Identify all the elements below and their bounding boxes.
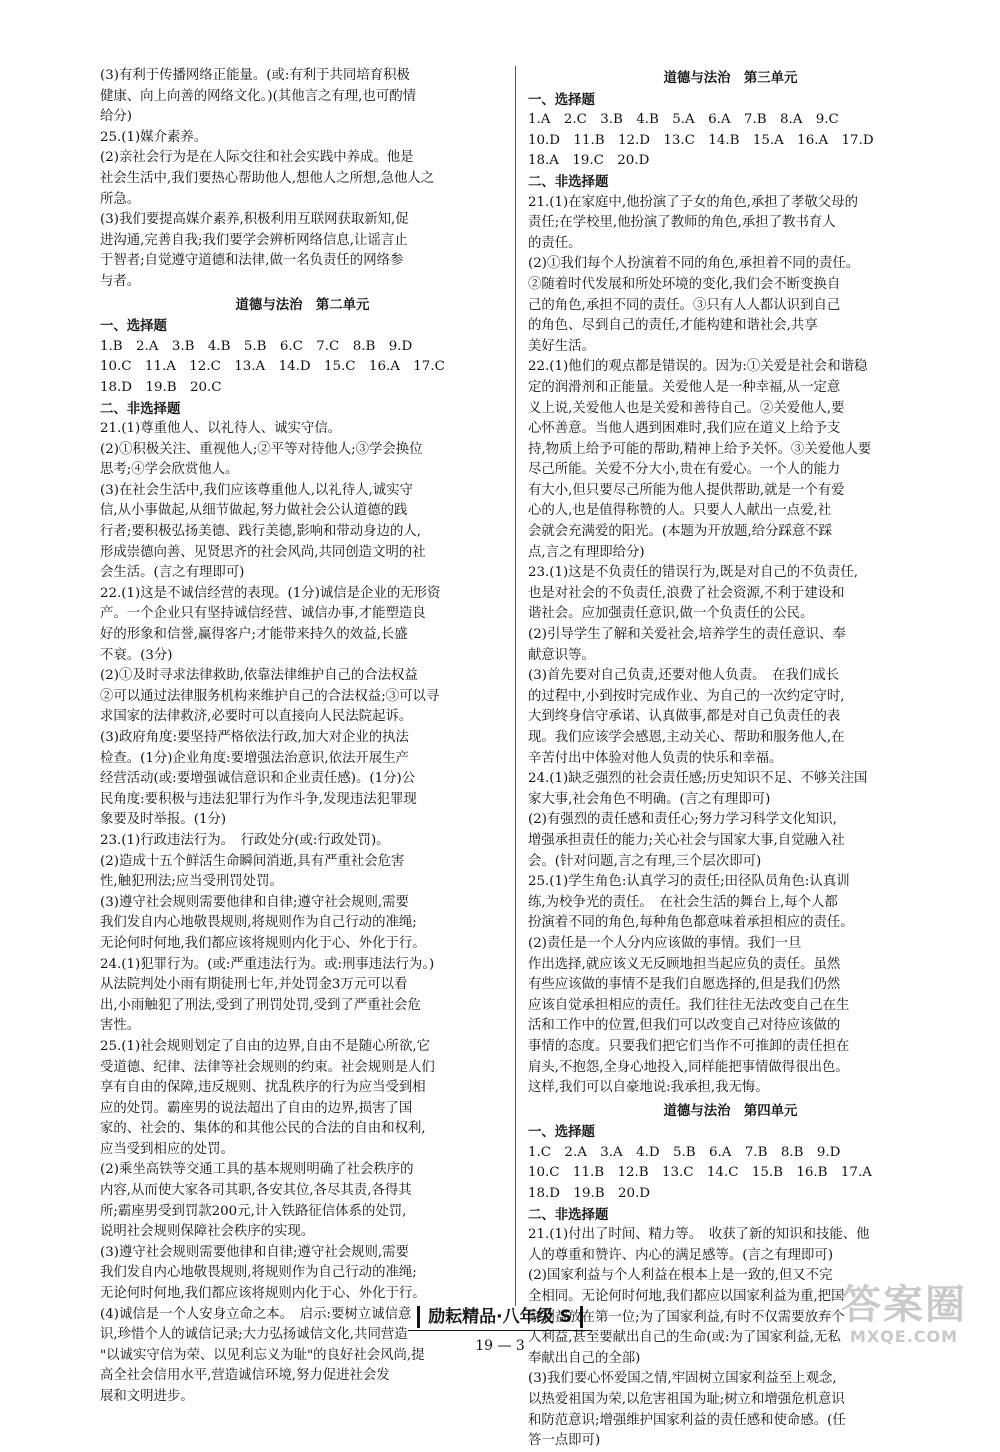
- answer-line: 会就会充满爱的阳光。(本题为开放题,给分踩意不踩: [528, 524, 833, 540]
- answer-line: 于智者;自觉遵守道德和法律,做一名负责任的网络参: [100, 253, 404, 269]
- answer-line: 应的处罚。霸座男的说法超出了自由的边界,损害了国: [100, 1100, 413, 1116]
- right-column: [528, 66, 933, 1452]
- choice-row: 18.A 19.C 20.D: [528, 153, 650, 169]
- answer-line: 21.(1)在家庭中,他扮演了子女的角色,承担了孝敬父母的: [528, 194, 858, 210]
- answer-line: 有些应该做的事情不是我们自愿选择的,但是我们仍然: [528, 977, 841, 993]
- answer-line: 练,为校争光的责任。 在社会生活的舞台上,每个人都: [528, 894, 838, 910]
- answer-line: 持,物质上给予可能的帮助,精神上给予关怀。③关爱他人要: [528, 441, 872, 457]
- unit4-title: 道德与法治 第四单元: [663, 1102, 798, 1119]
- choice-row: 10.D 11.B 12.D 13.C 14.B 15.A 16.A 17.D: [528, 132, 874, 148]
- unit2-title: 道德与法治 第二单元: [235, 296, 370, 313]
- answer-line: (2)责任是一个人分内应该做的事情。我们一旦: [528, 935, 802, 951]
- answer-line: 应该自觉承担相应的责任。我们往往无法改变自己在生: [528, 997, 850, 1013]
- unit2-choice-answers: [100, 337, 505, 399]
- answer-line: 扮演着不同的角色,每种角色都意味着承担相应的责任。: [528, 915, 854, 931]
- answer-line: 进沟通,完善自我;我们要学会辨析网络信息,让谣言止: [100, 232, 408, 248]
- answer-line: 24.(1)缺乏强烈的社会责任感;历史知识不足、不够关注国: [528, 771, 868, 787]
- unit2-choice-heading: 一、选择题: [100, 318, 167, 335]
- answer-line: 性,触犯刑法;应当受刑罚处罚。: [100, 874, 283, 890]
- answer-line: 23.(1)行政违法行为。 行政处分(或:行政处罚)。: [100, 832, 390, 848]
- answer-line: 的角色、尽到自己的责任,才能构建和谐社会,共享: [528, 318, 818, 334]
- answer-line: 以热爱祖国为荣,以危害祖国为耻;树立和增强危机意识: [528, 1392, 845, 1407]
- answer-line: 献意识等。: [528, 647, 595, 663]
- answer-line: (2)造成十五个鲜活生命瞬间消逝,具有严重社会危害: [100, 853, 405, 869]
- answer-line: 我们发自内心地敬畏规则,将规则作为自己行动的准绳;: [100, 1265, 417, 1281]
- answer-line: 应当受到相应的处罚。: [100, 1141, 234, 1157]
- answer-line: 心的人,也是值得称赞的人。只要人人献出一点爱,社: [528, 503, 832, 519]
- answer-line: 产。一个企业只有坚持诚信经营、诚信办事,才能塑造良: [100, 606, 426, 622]
- answer-line: (3)我们要提高媒介素养,积极利用互联网获取新知,促: [100, 212, 409, 228]
- answer-line: 人利益,甚至要献出自己的生命(或:为了国家利益,无私: [528, 1330, 841, 1346]
- answer-line: (2)亲社会行为是在人际交往和社会实践中养成。他是: [100, 150, 414, 166]
- unit2-nonchoice-answers: [100, 419, 505, 1408]
- unit1-continued-answers: [100, 66, 505, 293]
- answer-line: ②随着时代发展和所处环境的变化,我们会不断变换自: [528, 276, 841, 292]
- footer-rule: [408, 1330, 592, 1331]
- answer-line: 作出选择,就应该义无反顾地担当起应负的责任。虽然: [528, 956, 841, 972]
- page-number: 19 — 3: [475, 1338, 525, 1354]
- answer-line: 也是对社会的不负责任,浪费了社会资源,不利于建设和: [528, 585, 845, 601]
- answer-line: 无论何时何地,我们都应该将规则内化于心、外化于行。: [100, 935, 426, 951]
- answer-line: 义上说,关爱他人也是关爱和善待自己。②关爱他人,要: [528, 400, 845, 416]
- unit3-nonchoice-answers: [528, 193, 933, 1099]
- answer-line: 的过程中,小到按时完成作业、为自己的一次约定守时,: [528, 688, 845, 704]
- answer-line: 思考;④学会欣赏他人。: [100, 462, 239, 478]
- answer-line: 25.(1)学生角色:认真学习的责任;田径队员角色:认真训: [528, 874, 850, 890]
- choice-row: 1.B 2.A 3.B 4.B 5.B 6.C 7.C 8.B 9.D: [100, 338, 413, 354]
- answer-line: 22.(1)这是不诚信经营的表现。(1分)诚信是企业的无形资: [100, 585, 441, 601]
- unit2-nonchoice-heading: 二、非选择题: [100, 400, 181, 417]
- answer-line: 社会生活中,我们要热心帮助他人,想他人之所想,急他人之: [100, 170, 435, 186]
- answer-line: (3)遵守社会规则需要他律和自律;遵守社会规则,需要: [100, 894, 409, 910]
- answer-line: (2)有强烈的责任感和责任心;努力学习科学文化知识,: [528, 812, 837, 828]
- answer-line: 有大小,但只要尽己所能为他人提供帮助,就是一个有爱: [528, 482, 845, 498]
- unit3-choice-answers: [528, 110, 933, 172]
- answer-line: 25.(1)媒介素养。: [100, 129, 208, 145]
- answer-line: 会生活。(言之有理即可): [100, 565, 245, 581]
- answer-line: 形成崇德向善、见贤思齐的社会风尚,共同创造文明的社: [100, 544, 426, 560]
- unit3-nonchoice-heading: 二、非选择题: [528, 173, 609, 190]
- left-column: [100, 66, 505, 1408]
- answer-line: 家的、社会的、集体的和其他公民的合法的自由和权利,: [100, 1121, 426, 1137]
- answer-line: 家大事,社会角色不明确。(言之有理即可): [528, 791, 771, 807]
- answer-line: "以诚实守信为荣、以见利忘义为耻"的良好社会风尚,提: [100, 1347, 425, 1363]
- answer-line: 健康、向上向善的网络文化。)(其他言之有理,也可酌情: [100, 88, 416, 104]
- watermark: [824, 1282, 984, 1352]
- answer-line: (3)有利于传播网络正能量。(或:有利于共同培育积极: [100, 68, 410, 83]
- choice-row: 1.C 2.A 3.A 4.D 5.B 6.A 7.B 8.B 9.D: [528, 1144, 841, 1160]
- answer-line: (3)我们要心怀爱国之情,牢固树立国家利益至上观念,: [528, 1371, 837, 1387]
- answer-line: 展和文明进步。: [100, 1389, 194, 1404]
- answer-line: 21.(1)尊重他人、以礼待人、诚实守信。: [100, 421, 342, 437]
- answer-line: 经营活动(或:要增强诚信意识和企业责任感)。(1分)公: [100, 771, 416, 787]
- answer-line: 尽己所能。关爱不分大小,贵在有爱心。一个人的能力: [528, 462, 841, 478]
- answer-line: 答一点即可): [528, 1433, 601, 1449]
- answer-line: 所;霸座男受到罚款200元,计入铁路征信体系的处罚,: [100, 1203, 407, 1219]
- answer-line: (3)在社会生活中,我们应该尊重他人,以礼待人,诚实守: [100, 482, 413, 498]
- answer-line: 害性。: [100, 1018, 141, 1034]
- unit4-choice-answers: [528, 1143, 933, 1205]
- answer-line: 好的形象和信誉,赢得客户;才能带来持久的效益,长盛: [100, 627, 408, 643]
- answer-line: 检查。(1分)企业角度:要增强法治意识,依法开展生产: [100, 750, 409, 766]
- answer-line: 事情的态度。只要我们把它们当作不可推卸的责任担在: [528, 1038, 850, 1054]
- answer-line: 无论何时何地,我们都应该将规则内化于心、外化于行。: [100, 1286, 426, 1302]
- answer-line: 美好生活。: [528, 338, 595, 354]
- answer-line: (2)引导学生了解和关爱社会,培养学生的责任意识、奉: [528, 627, 846, 643]
- column-divider: [515, 66, 516, 1306]
- answer-line: 的责任。: [528, 235, 582, 251]
- answer-line: (4)诚信是一个人安身立命之本。 启示:要树立诚信意: [100, 1306, 412, 1322]
- answer-line: 心怀善意。当他人遇到困难时,我们应在道义上给予支: [528, 421, 841, 437]
- choice-row: 10.C 11.A 12.C 13.A 14.D 15.C 16.A 17.C: [100, 359, 445, 375]
- answer-line: 信,从小事做起,从细节做起,努力做社会公认道德的践: [100, 503, 408, 519]
- brand-label: 励耘精品·八年级 S: [417, 1306, 583, 1328]
- answer-line: 24.(1)犯罪行为。(或:严重违法行为。或:刑事违法行为。): [100, 956, 435, 972]
- choice-row: 18.D 19.B 20.D: [528, 1186, 650, 1202]
- answer-line: (2)①我们每个人扮演着不同的角色,承担着不同的责任。: [528, 256, 860, 272]
- unit3-title: 道德与法治 第三单元: [663, 70, 798, 86]
- answer-line: 享有自由的保障,违反规则、扰乱秩序的行为应当受到相: [100, 1080, 426, 1096]
- answer-line: 受道德、纪律、法律等社会规则的约束。社会规则是人们: [100, 1059, 435, 1075]
- answer-line: 25.(1)社会规则划定了自由的边界,自由不是随心所欲,它: [100, 1038, 430, 1054]
- answer-line: 识,珍惜个人的诚信记录;大力弘扬诚信文化,共同营造: [100, 1327, 408, 1343]
- answer-line: 民角度:要积极与违法犯罪行为作斗争,发现违法犯罪现: [100, 791, 417, 807]
- watermark-logo: 答案圈: [841, 1282, 967, 1328]
- answer-line: 定的润滑剂和正能量。关爱他人是一种幸福,从一定意: [528, 379, 841, 395]
- answer-line: 现。我们应该学会感恩,主动关心、帮助和服务他人,在: [528, 730, 845, 745]
- answer-line: 全相同。无论何时何地,我们都应以国家利益为重,把国: [528, 1289, 845, 1305]
- answer-line: (2)乘坐高铁等交通工具的基本规则明确了社会秩序的: [100, 1162, 414, 1178]
- answer-line: 与者。: [100, 273, 141, 289]
- answer-line: 说明社会规则保障社会秩序的实现。: [100, 1224, 315, 1240]
- answer-line: (2)①积极关注、重视他人;②平等对待他人;③学会换位: [100, 441, 423, 457]
- choice-row: 1.A 2.C 3.B 4.B 5.A 6.A 7.B 8.A 9.C: [528, 112, 839, 128]
- answer-line: ②可以通过法律服务机构来维护自己的合法权益;③可以寻: [100, 688, 440, 704]
- answer-line: 高全社会信用水平,营造诚信环境,努力促进社会发: [100, 1368, 390, 1384]
- answer-line: (3)政府角度:要坚持严格依法行政,加大对企业的执法: [100, 730, 409, 745]
- answer-line: 活和工作中的位置,但我们可以改变自己对待应该做的: [528, 1018, 841, 1034]
- answer-line: 给分): [100, 109, 133, 125]
- answer-line: 奉献出自己的全部): [528, 1350, 641, 1366]
- answer-line: 从法院判处小雨有期徒刑七年,并处罚金3万元可以看: [100, 977, 408, 993]
- answer-line: 不衰。(3分): [100, 647, 173, 663]
- answer-line: 谐社会。应加强责任意识,做一个负责任的公民。: [528, 606, 814, 622]
- answer-line: 象要及时举报。(1分): [100, 812, 227, 828]
- answer-line: 肩头,不抱怨,全身心地投入,同样能把事情做得很出色。: [528, 1059, 849, 1075]
- answer-line: 我们发自内心地敬畏规则,将规则作为自己行动的准绳;: [100, 915, 417, 931]
- answer-line: (3)首先要对自己负责,还要对他人负责。 在我们成长: [528, 668, 840, 684]
- answer-line: 内容,从而使大家各司其职,各安其位,各尽其责,各得其: [100, 1183, 412, 1199]
- choice-row: 18.D 19.B 20.C: [100, 379, 222, 395]
- answer-line: 这样,我们可以自豪地说:我承担,我无悔。: [528, 1080, 769, 1096]
- answer-line: 点,言之有理即给分): [528, 544, 645, 560]
- answer-line: 22.(1)他们的观点都是错误的。因为:①关爱是社会和谐稳: [528, 359, 868, 375]
- answer-line: 行者;要积极弘扬美德、践行美德,影响和带动身边的人,: [100, 524, 422, 540]
- answer-line: 23.(1)这是不负责任的错误行为,既是对自己的不负责任,: [528, 565, 858, 581]
- answer-line: 求国家的法律救济,必要时可以直接向人民法院起诉。: [100, 709, 413, 725]
- answer-line: 21.(1)付出了时间、精力等。 收获了新的知识和技能、他: [528, 1227, 870, 1243]
- unit4-choice-heading: 一、选择题: [528, 1124, 595, 1141]
- choice-row: 10.C 11.B 12.B 13.C 14.C 15.B 16.B 17.A: [528, 1165, 872, 1181]
- answer-line: 出,小雨触犯了刑法,受到了刑罚处罚,受到了严重社会危: [100, 997, 421, 1013]
- answer-line: 所急。: [100, 191, 141, 207]
- unit3-choice-heading: 一、选择题: [528, 91, 595, 108]
- watermark-url: MXQE.COM: [849, 1327, 959, 1346]
- answer-line: 责任;在学校里,他扮演了教师的角色,承担了教书育人: [528, 215, 836, 231]
- answer-line: 会。(针对问题,言之有理,三个层次即可): [528, 853, 762, 869]
- unit4-nonchoice-heading: 二、非选择题: [528, 1206, 609, 1223]
- answer-line: 辛苦付出中体验对他人负责的快乐和幸福。: [528, 750, 783, 766]
- answer-line: 大到终身信守承诺、认真做事,都是对自己负责任的表: [528, 709, 841, 725]
- answer-line: 人的尊重和赞许、内心的满足感等。(言之有理即可): [528, 1247, 834, 1263]
- answer-line: (2)国家利益与个人利益在根本上是一致的,但又不完: [528, 1268, 833, 1284]
- answer-line: 家利益放在第一位;为了国家利益,有时不仅需要放弃个: [528, 1309, 845, 1325]
- answer-line: 增强承担责任的能力;关心社会与国家大事,自觉融入社: [528, 832, 845, 848]
- answer-line: 和防范意识;增强维护国家利益的责任感和使命感。(任: [528, 1412, 846, 1428]
- answer-line: (2)①及时寻求法律救助,依靠法律维护自己的合法权益: [100, 668, 418, 684]
- answer-line: (3)遵守社会规则需要他律和自律;遵守社会规则,需要: [100, 1244, 409, 1260]
- answer-line: 己的角色,承担不同的责任。③只有人人都认识到自己: [528, 297, 841, 313]
